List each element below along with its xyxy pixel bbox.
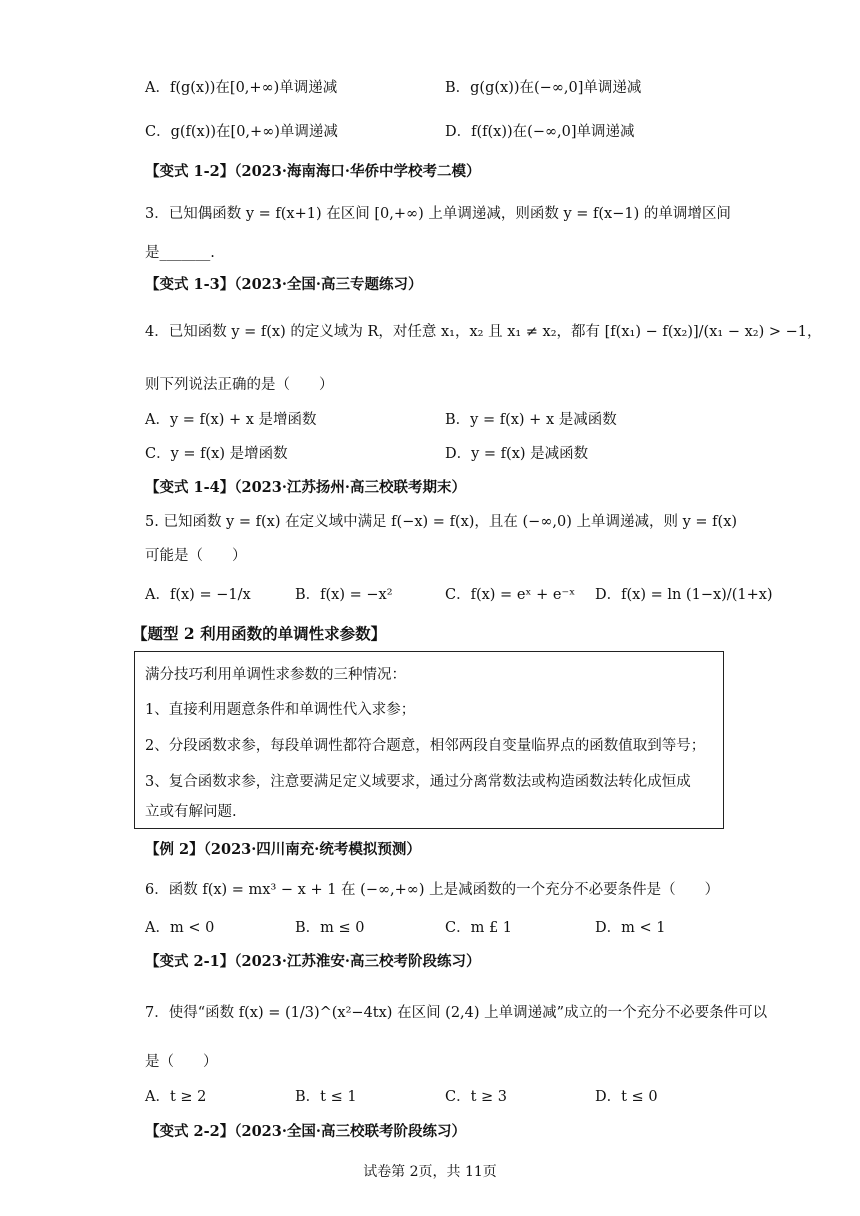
question-7-line2: 是（ ） xyxy=(145,1054,218,1070)
option-a: A．y = f(x) + x 是增函数 xyxy=(145,412,317,428)
variant-heading: 【变式 1-3】（2023·全国·高三专题练习） xyxy=(145,276,423,293)
option-a: A．f(g(x))在[0,+∞)单调递减 xyxy=(145,80,338,96)
question-5-line1: 5. 已知函数 y = f(x) 在定义域中满足 f(−x) = f(x)，且在 (−∞,0) 上单调递减，则 y = f(x) xyxy=(145,514,738,530)
tips-title: 满分技巧利用单调性求参数的三种情况： xyxy=(145,667,406,683)
option-a: A．f(x) = −1/x xyxy=(145,587,251,603)
option-c: C．t ≥ 3 xyxy=(445,1089,508,1105)
tips-item: 2、分段函数求参，每段单调性都符合题意，相邻两段自变量临界点的函数值取到等号； xyxy=(145,738,706,754)
question-4-line1: 4．已知函数 y = f(x) 的定义域为 R，对任意 x₁，x₂ 且 x₁ ≠ x₂，都有 [f(x₁) − f(x₂)]/(x₁ − x₂) > −1， xyxy=(145,324,822,340)
option-d: D．y = f(x) 是减函数 xyxy=(445,446,589,462)
option-b: B．t ≤ 1 xyxy=(295,1089,357,1105)
option-b: B．g(g(x))在(−∞,0]单调递减 xyxy=(445,80,642,96)
example-heading: 【例 2】（2023·四川南充·统考模拟预测） xyxy=(145,841,421,858)
variant-heading: 【变式 1-4】（2023·江苏扬州·高三校联考期末） xyxy=(145,479,466,496)
option-c: C．g(f(x))在[0,+∞)单调递减 xyxy=(145,124,338,140)
option-d: D．m < 1 xyxy=(595,920,666,936)
section-heading: 【题型 2 利用函数的单调性求参数】 xyxy=(132,624,387,643)
option-a: A．t ≥ 2 xyxy=(145,1089,207,1105)
option-b: B．y = f(x) + x 是减函数 xyxy=(445,412,617,428)
option-c: C．f(x) = eˣ + e⁻ˣ xyxy=(445,587,576,603)
option-d: D．t ≤ 0 xyxy=(595,1089,658,1105)
option-d: D．f(x) = ln (1−x)/(1+x) xyxy=(595,587,773,603)
variant-heading: 【变式 2-2】（2023·全国·高三校联考阶段练习） xyxy=(145,1123,466,1140)
question-6-line1: 6．函数 f(x) = mx³ − x + 1 在 (−∞,+∞) 上是减函数的一个充分不必要条件是（ ） xyxy=(145,882,720,898)
variant-heading: 【变式 1-2】（2023·海南海口·华侨中学校考二模） xyxy=(145,163,481,180)
option-b: B．f(x) = −x² xyxy=(295,587,393,603)
tips-item: 立或有解问题. xyxy=(145,804,237,820)
option-d: D．f(f(x))在(−∞,0]单调递减 xyxy=(445,124,635,140)
option-c: C．m £ 1 xyxy=(445,920,513,936)
tips-item: 3、复合函数求参，注意要满足定义域要求，通过分离常数法或构造函数法转化成恒成 xyxy=(145,774,691,790)
option-b: B．m ≤ 0 xyxy=(295,920,365,936)
question-3-line2: 是_______. xyxy=(145,245,215,261)
question-4-line2: 则下列说法正确的是（ ） xyxy=(145,377,334,393)
question-5-line2: 可能是（ ） xyxy=(145,548,247,564)
page-footer: 试卷第 2页，共 11页 xyxy=(363,1164,497,1180)
question-7-line1: 7．使得“函数 f(x) = (1/3)^(x²−4tx) 在区间 (2,4) 上单调递减”成立的一个充分不必要条件可以 xyxy=(145,1005,768,1021)
question-3-line1: 3．已知偶函数 y = f(x+1) 在区间 [0,+∞) 上单调递减，则函数 y = f(x−1) 的单调增区间 xyxy=(145,206,731,222)
tips-item: 1、直接利用题意条件和单调性代入求参； xyxy=(145,702,416,718)
option-c: C．y = f(x) 是增函数 xyxy=(145,446,288,462)
variant-heading: 【变式 2-1】（2023·江苏淮安·高三校考阶段练习） xyxy=(145,953,481,970)
option-a: A．m < 0 xyxy=(145,920,215,936)
